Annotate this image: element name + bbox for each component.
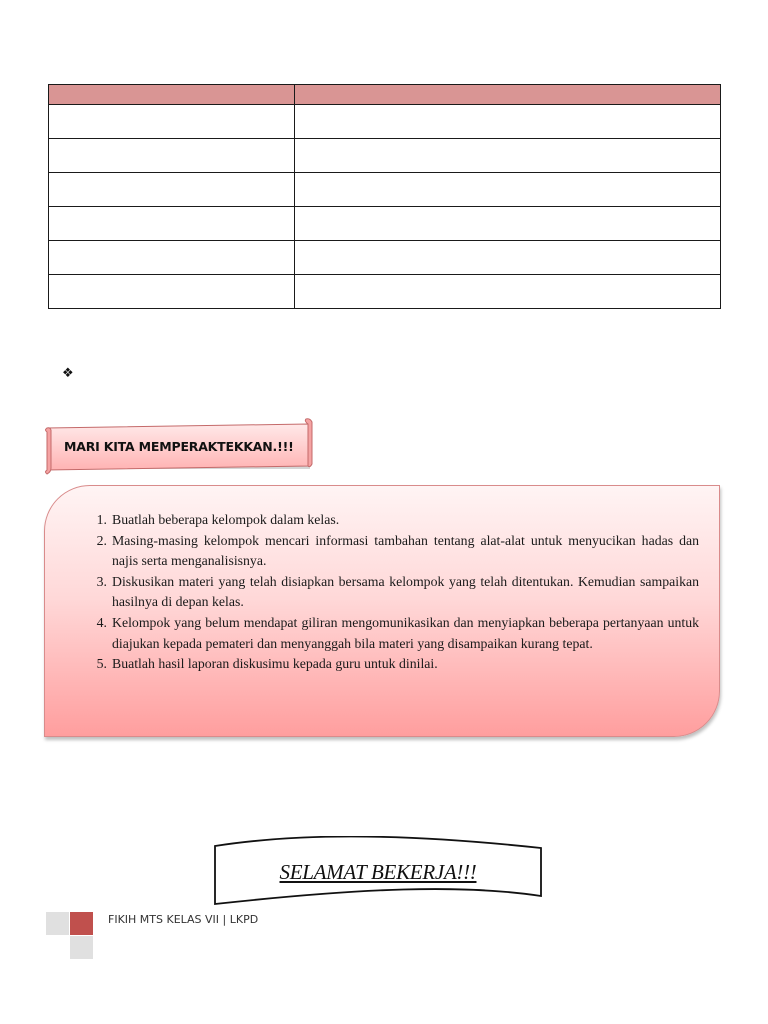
table-cell [295, 241, 721, 275]
table-header-row [49, 85, 721, 105]
table-cell [295, 105, 721, 139]
table-cell [295, 173, 721, 207]
table-cell [49, 275, 295, 309]
footer-square-grey [46, 912, 69, 935]
table-cell [49, 105, 295, 139]
list-item-number: 1. [96, 512, 107, 527]
list-item-text: Kelompok yang belum mendapat giliran mengomunikasikan dan menyiapkan beberapa pertanyaan untuk diajukan kepada pemateri dan menyanggah bila materi yang disampaikan kurang tepat. [112, 614, 699, 651]
list-item-number: 2. [96, 532, 107, 548]
list-item-text: Masing-masing kelompok mencari informasi tambahan tentang alat-alat untuk menyucikan hadas dan najis serta menganalisisnya. [112, 532, 699, 569]
footer-square-red [70, 912, 93, 935]
list-item [96, 531, 699, 572]
bullet-diamond-icon: ❖ [62, 366, 74, 381]
table-row [49, 173, 721, 207]
closing-banner [212, 836, 544, 908]
closing-message: SELAMAT BEKERJA!!! [279, 860, 477, 884]
section-banner [42, 418, 314, 476]
list-item-number: 4. [96, 614, 107, 630]
table-cell [295, 275, 721, 309]
footer-square-grey [70, 936, 93, 959]
table-cell [49, 241, 295, 275]
list-item [96, 510, 699, 531]
table-header-cell [49, 85, 295, 105]
list-item-number: 5. [96, 656, 107, 672]
list-item [96, 654, 699, 675]
table-cell [49, 139, 295, 173]
table-cell [295, 207, 721, 241]
table-row [49, 275, 721, 309]
table-row [49, 207, 721, 241]
table-cell [295, 139, 721, 173]
list-item-text: Buatlah beberapa kelompok dalam kelas. [112, 512, 340, 527]
table-row [49, 105, 721, 139]
table-row [49, 139, 721, 173]
instruction-panel [44, 485, 720, 737]
list-item-number: 3. [96, 573, 107, 589]
list-item [96, 613, 699, 654]
instruction-list [96, 510, 699, 675]
answer-table [48, 84, 721, 309]
list-item [96, 572, 699, 613]
table-header-cell [295, 85, 721, 105]
banner-title: MARI KITA MEMPERAKTEKKAN.!!! [64, 439, 294, 454]
table-row [49, 241, 721, 275]
footer-label: FIKIH MTS KELAS VII | LKPD [108, 913, 259, 926]
list-item-text: Diskusikan materi yang telah disiapkan bersama kelompok yang telah ditentukan. Kemudian sampaikan hasilnya di depan kelas. [112, 573, 699, 610]
table-cell [49, 207, 295, 241]
list-item-text: Buatlah hasil laporan diskusimu kepada guru untuk dinilai. [112, 656, 438, 672]
table-cell [49, 173, 295, 207]
